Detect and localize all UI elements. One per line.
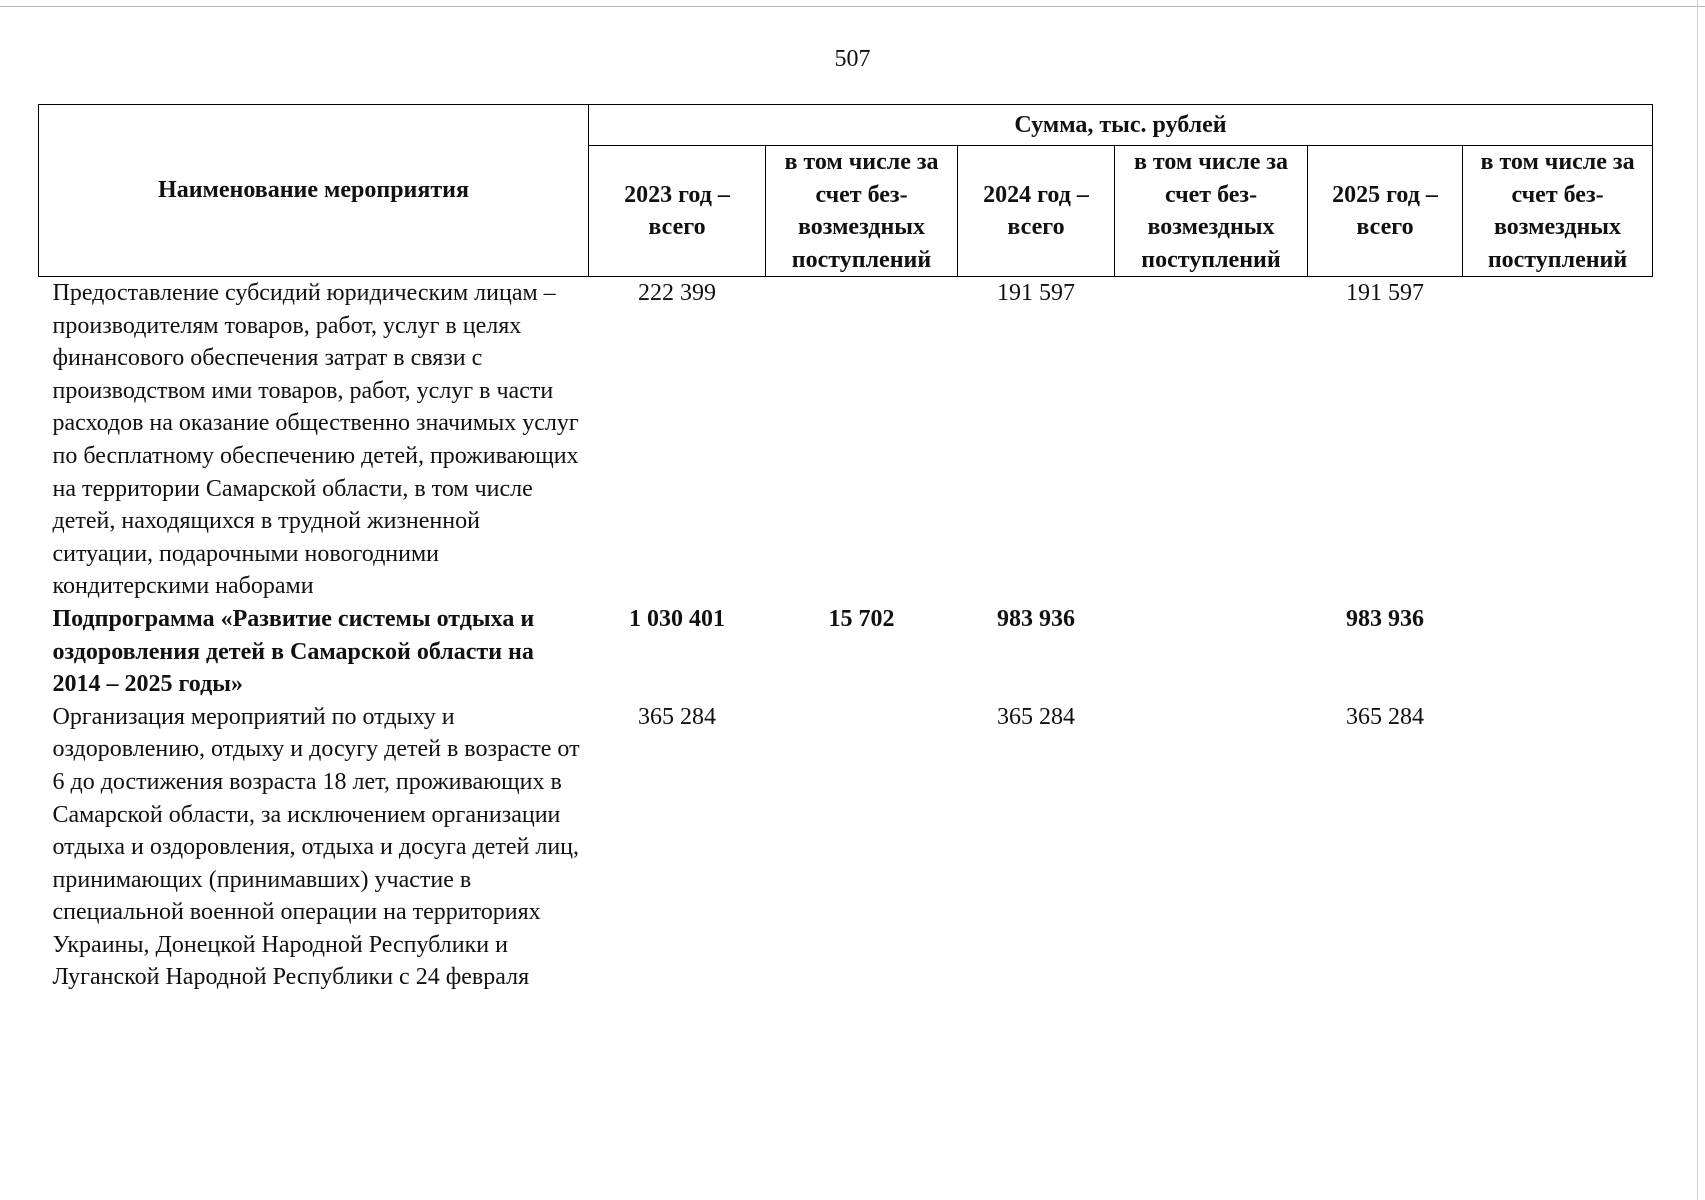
row-2023-grants (766, 701, 958, 994)
row-name: Предоставление субсидий юридическим лицам – производителям товаров, работ, услуг в целях финансового обеспечения затрат в связи с производством ими товаров, работ, услуг в части расходов на оказание общественно значимых услуг по бесплатному обеспечению детей, проживающих на территории Самарской области, в том числе детей, находящихся в трудной жизненной ситуации, подарочными новогодними кондитерскими наборами (52, 280, 579, 600)
budget-table (38, 104, 1653, 994)
row-2023-total: 222 399 (638, 280, 716, 306)
table-row (39, 701, 1653, 994)
table-row (39, 277, 1653, 603)
row-2024-grants (1115, 701, 1308, 994)
table-row (39, 603, 1653, 701)
row-2025-total: 983 936 (1346, 605, 1424, 632)
row-2024-total: 983 936 (997, 605, 1075, 632)
row-2024-total: 191 597 (997, 280, 1075, 306)
row-2023-grants: 15 702 (828, 605, 895, 632)
header-2023-total: 2023 год – всего (589, 146, 766, 277)
header-2025-total: 2025 год – всего (1308, 146, 1463, 277)
row-2025-grants (1463, 603, 1653, 701)
row-2025-grants (1463, 277, 1653, 603)
header-2024-grants: в том числе за счет без-возмездных поступлений (1115, 146, 1308, 277)
scan-top-rule (0, 6, 1705, 7)
scan-margin-rule (1697, 0, 1698, 1200)
row-2024-total: 365 284 (997, 703, 1075, 730)
row-2023-total: 365 284 (638, 703, 716, 730)
row-2023-grants (766, 277, 958, 603)
row-2024-grants (1115, 603, 1308, 701)
row-name: Организация мероприятий по отдыху и оздоровлению, отдыху и досугу детей в возрасте от 6 до достижения возраста 18 лет, проживающих в Самарской области, за исключением организации отдыха и оздоровления, отдыха и досуга детей лиц, принимающих (принимавших) участие в специальной военной операции на территориях Украины, Донецкой Народной Республики и Луганской Народной Республики с 24 февраля (52, 703, 580, 991)
row-2025-total: 191 597 (1346, 280, 1424, 306)
row-2023-total: 1 030 401 (629, 605, 725, 632)
row-name: Подпрограмма «Развитие системы отдыха и оздоровления детей в Самарской области на 2014 – 2025 годы» (52, 605, 535, 698)
row-2025-total: 365 284 (1346, 703, 1424, 730)
page-number: 507 (834, 46, 871, 72)
header-amount-group: Сумма, тыс. рублей (589, 105, 1653, 146)
row-2024-grants (1115, 277, 1308, 603)
header-name-column: Наименование мероприятия (39, 105, 589, 277)
header-2025-grants: в том числе за счет без-возмездных поступлений (1463, 146, 1653, 277)
header-2024-total: 2024 год – всего (958, 146, 1115, 277)
row-2025-grants (1463, 701, 1653, 994)
header-2023-grants: в том числе за счет без-возмездных поступлений (766, 146, 958, 277)
